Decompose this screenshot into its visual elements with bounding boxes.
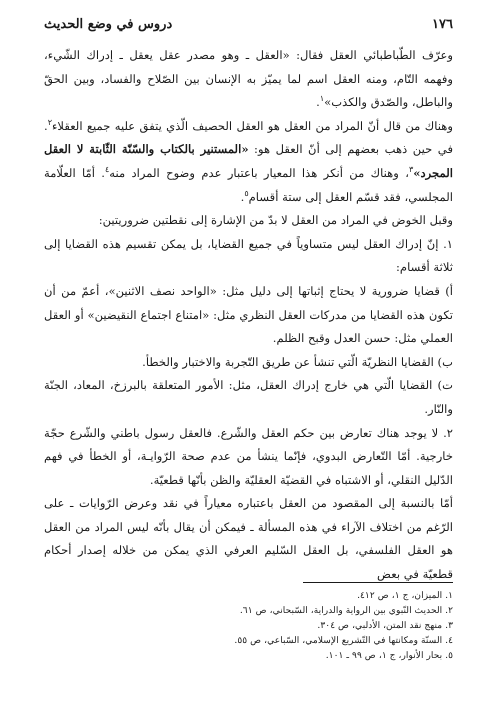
paragraph-7: ت) القضايا الّتي هي خارج إدراك العقل، مثل: الأمور المتعلقة بالبرزخ، المعاد، الجنّة والنّار. [44,378,453,416]
paragraph-2 [44,115,453,209]
paragraph-1 [44,44,453,115]
header-title: دروس في وضع الحديث [44,16,173,32]
paragraph-3: وقبل الخوض في المراد من العقل لا بدّ من الإشارة إلى نقطتين ضروريتين: [98,213,453,228]
paragraph-9: أمّا بالنسبة إلى المقصود من العقل باعتباره معياراً في نقد وعرض الرّوايات ـ على الرّغم من اختلاف الآراء في هذه المسألة ـ فيمكن أن يقال بأنّه ليس المراد من العقل هو العقل الفلسفي، بل العقل السّليم العرفي الذي يمكن من خلاله إصدار أحكام قطعيّة في بعض [44,496,453,582]
paragraph-2-bold-quote: «المستنير بالكتاب والسّنّة الثّابتة لا العقل المجرد» [44,142,453,180]
paragraph-2-text-e: . [240,189,245,204]
paragraph-4: ١. إنّ إدراك العقل ليس متساوياً في جميع القضايا، بل يمكن تقسيم هذه القضايا إلى ثلاثة أقسام: [44,236,453,275]
paragraph-2-text-d: . أمّا العلّامة المجلسي، فقد قسّم العقل إلى ستة أقسام [44,165,453,204]
main-text [44,44,453,587]
footnote-ref-1: ١ [319,94,325,104]
footnote-2: ٢. الحديث النّبوي بين الرواية والدراية، السّبحاني، ص ٦١. [239,605,453,616]
footnote-divider [303,582,453,583]
footnote-ref-5: ٥ [244,188,249,198]
header-page-number: ١٧٦ [432,16,453,32]
paragraph-1-end: . [316,95,320,110]
paragraph-8: ٢. لا يوجد هناك تعارض بين حكم العقل والشّرع. فالعقل رسول باطني والشّرع حجّة خارجية. أمّا التّعارض البدوي، فإنّما ينشأ من عدم صحة الرّوايـة، أو الخطأ في فهم الدّليل النقلي، أو الاشتباه في القضيّة العقليّة والظن بأنّها قطعيّة. [44,425,453,487]
paragraph-2-text-c: ، وهناك من أنكر هذا المعيار باعتبار عدم وضوح المراد منه [109,165,409,180]
paragraph-2-text-b: . في حين ذهب بعضهم إلى أنّ العقل هو: [44,118,453,157]
paragraph-5: أ) قضايا ضرورية لا يحتاج إثباتها إلى دليل مثل: «الواحد نصف الاثنين»، أعمّ من أن تكون هذه القضايا من مدركات العقل النظري مثل: «امتناع اجتماع النقيضين» أو العقل العملي مثل: حسن العدل وقبح الظلم. [44,283,453,346]
footnote-5: ٥. بحار الأنوار، ج ١، ص ٩٩ ـ ١٠١. [325,650,453,661]
paragraph-2-text-a: وهناك من قال أنّ المراد من العقل هو العقل الحصيف الّذي يتفق عليه جميع العقلاء [51,118,453,133]
footnotes [44,588,453,663]
paragraph-1-text: وعرّف الطّباطبائي العقل فقال: «العقل ـ وهو مصدر عقل يعقل ـ إدراك الشّيء، وفهمه التّام، ومنه العقل اسم لما يميّز به الإنسان بين الصّلاح والفساد، وبين الحقّ والباطل، والصّدق والكذب» [44,48,453,110]
paragraph-6: ب) القضايا النظريّة الّتي تنشأ عن طريق التّجربة والاختبار والخطأ. [142,354,453,369]
footnote-ref-2: ٢ [47,117,52,127]
running-header [44,14,453,34]
footnote-4: ٤. السنّة ومكانتها في التّشريع الإسلامي، السّباعي، ص ٥٥. [234,635,453,646]
footnote-3: ٣. منهج نقد المتن، الأدلبي، ص ٣٠٤. [317,620,453,631]
footnote-1: ١. الميزان، ج ١، ص ٤١٢. [357,590,453,601]
footnote-ref-3: ٣ [408,165,414,175]
footnote-ref-4: ٤ [104,165,110,175]
